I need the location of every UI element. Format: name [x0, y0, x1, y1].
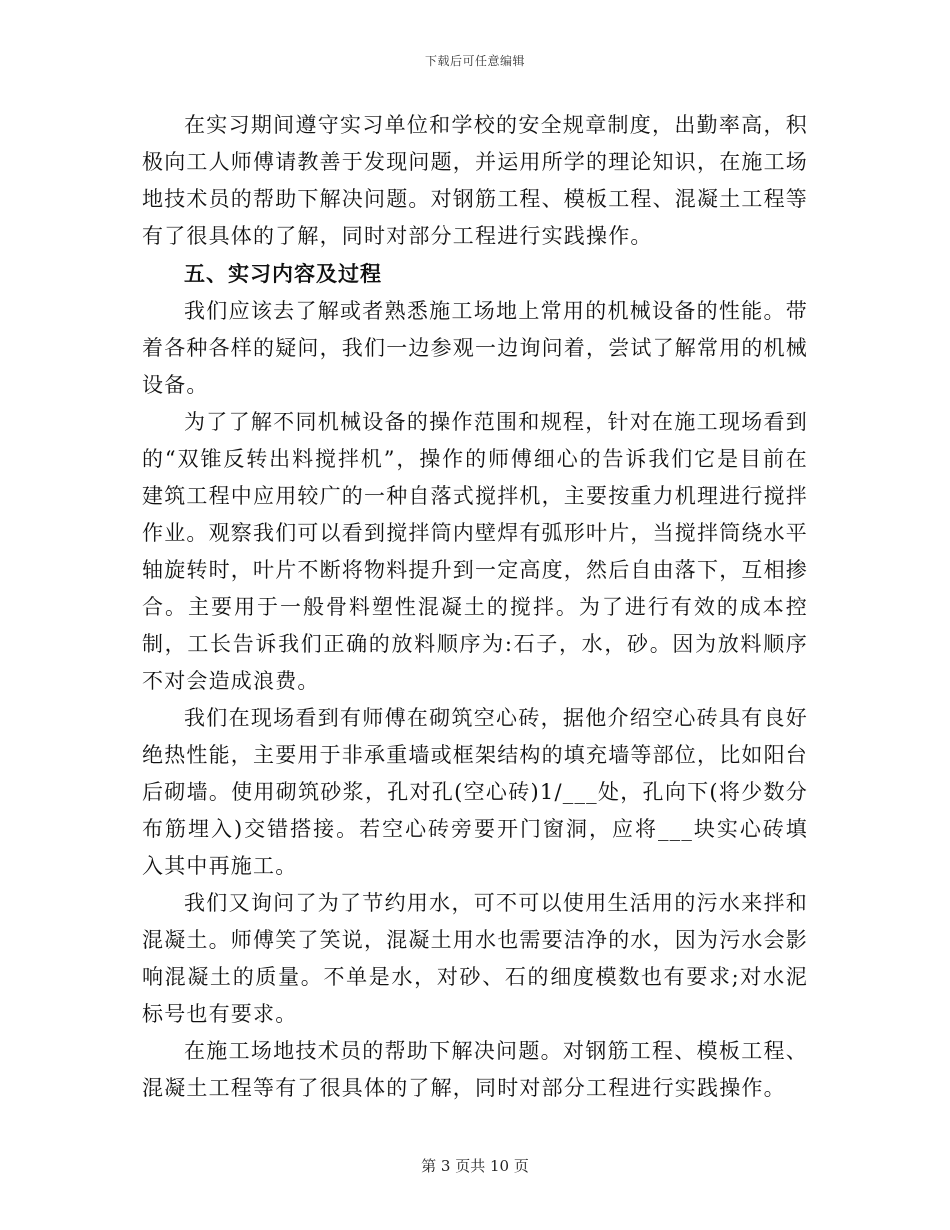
paragraph-3: 为了了解不同机械设备的操作范围和规程，针对在施工现场看到的“双锥反转出料搅拌机”，操作的师傅细心的告诉我们它是目前在建筑工程中应用较广的一种自落式搅拌机，主要按重力机理进行搅拌作业。观察我们可以看到搅拌筒内壁焊有弧形叶片，当搅拌筒绕水平轴旋转时，叶片不断将物料提升到一定高度，然后自由落下，互相掺合。主要用于一般骨料塑性混凝土的搅拌。为了进行有效的成本控制，工长告诉我们正确的放料顺序为:石子，水，砂。因为放料顺序不对会造成浪费。 — [142, 410, 808, 693]
paragraph-2: 我们应该去了解或者熟悉施工场地上常用的机械设备的性能。带着各种各样的疑问，我们一边参观一边询问着，尝试了解常用的机械设备。 — [142, 299, 808, 397]
paragraph-6: 在施工场地技术员的帮助下解决问题。对钢筋工程、模板工程、混凝土工程等有了很具体的了解，同时对部分工程进行实践操作。 — [142, 1039, 808, 1100]
section-heading: 五、实习内容及过程 — [184, 262, 382, 286]
page-footer: 第 3 页共 10 页 — [421, 1157, 529, 1175]
paragraph-1: 在实习期间遵守实习单位和学校的安全规章制度，出勤率高，积极向工人师傅请教善于发现问题，并运用所学的理论知识，在施工场地技术员的帮助下解决问题。对钢筋工程、模板工程、混凝土工程等有了很具体的了解，同时对部分工程进行实践操作。 — [142, 113, 808, 248]
document-body — [142, 107, 808, 1107]
page-header: 下载后可任意编辑 — [424, 54, 525, 68]
paragraph-4: 我们在现场看到有师傅在砌筑空心砖，据他介绍空心砖具有良好绝热性能，主要用于非承重墙或框架结构的填充墙等部位，比如阳台后砌墙。使用砌筑砂浆，孔对孔(空心砖)1/___处，孔向下(将少数分布筋埋入)交错搭接。若空心砖旁要开门窗洞，应将___块实心砖填入其中再施工。 — [142, 706, 808, 878]
paragraph-5: 我们又询问了为了节约用水，可不可以使用生活用的污水来拌和混凝土。师傅笑了笑说，混凝土用水也需要洁净的水，因为污水会影响混凝土的质量。不单是水，对砂、石的细度模数也有要求;对水泥标号也有要求。 — [142, 891, 808, 1026]
